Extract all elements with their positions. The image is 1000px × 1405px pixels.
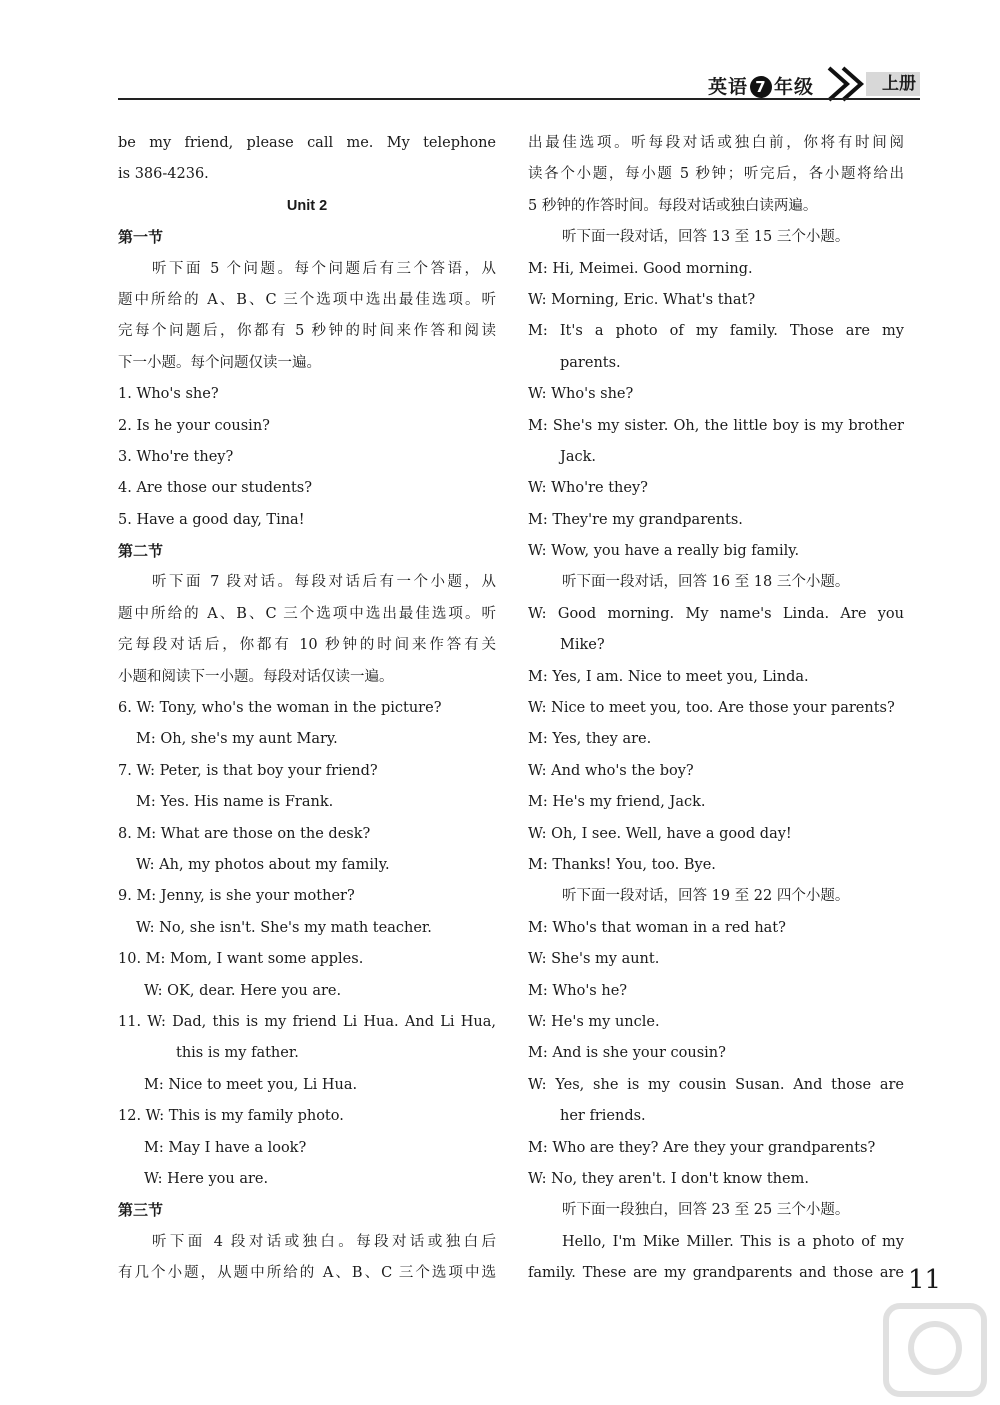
text-line: 小题和阅读下一小题。每段对话仅读一遍。 xyxy=(118,668,394,685)
text-line: 听下面 5 个问题。每个问题后有三个答语，从 xyxy=(152,260,496,277)
text-line: W: Ah, my photos about my family. xyxy=(136,856,390,873)
text-line: Unit 2 xyxy=(286,197,328,214)
text-line: 2. Is he your cousin? xyxy=(118,417,270,434)
text-line: family. These are my grandparents and those are xyxy=(528,1265,904,1282)
text-line: M: Yes, they are. xyxy=(528,731,652,748)
text-line: 9. M: Jenny, is she your mother? xyxy=(118,888,355,905)
text-line: W: No, they aren't. I don't know them. xyxy=(528,1170,809,1187)
text-line: W: Who're they? xyxy=(528,480,648,497)
text-line: 10. M: Mom, I want some apples. xyxy=(118,951,364,968)
text-line: M: She's my sister. Oh, the little boy is my brother xyxy=(528,417,904,434)
text-line: 有几个小题，从题中所给的 A、B、C 三个选项中选 xyxy=(118,1265,496,1282)
text-line: 题中所给的 A、B、C 三个选项中选出最佳选项。听 xyxy=(118,605,496,622)
text-line: W: Morning, Eric. What's that? xyxy=(528,291,756,308)
grade-number-badge: 7 xyxy=(750,76,772,98)
text-line: 4. Are those our students? xyxy=(118,480,313,497)
text-line: parents. xyxy=(560,354,621,371)
text-line: 5 秒钟的作答时间。每段对话或独白读两遍。 xyxy=(528,197,818,214)
text-line: W: Who's she? xyxy=(528,386,634,403)
text-line: W: And who's the boy? xyxy=(528,762,694,779)
text-line: 12. W: This is my family photo. xyxy=(118,1108,344,1125)
text-line: 听下面一段独白，回答 23 至 25 三个小题。 xyxy=(562,1202,850,1219)
text-line: M: Nice to meet you, Li Hua. xyxy=(144,1076,358,1093)
text-line: 听下面 4 段对话或独白。每段对话或独白后 xyxy=(152,1233,496,1250)
text-line: W: She's my aunt. xyxy=(528,951,660,968)
text-line: 第三节 xyxy=(118,1201,164,1220)
text-line: 6. W: Tony, who's the woman in the picture? xyxy=(118,700,442,717)
text-line: M: Hi, Meimei. Good morning. xyxy=(528,260,753,277)
volume-label: 上册 xyxy=(866,72,920,96)
text-line: Hello, I'm Mike Miller. This is a photo of my xyxy=(562,1233,904,1250)
text-line: W: No, she isn't. She's my math teacher. xyxy=(136,919,432,936)
text-line: M: They're my grandparents. xyxy=(528,511,743,528)
text-line: W: Yes, she is my cousin Susan. And those are xyxy=(528,1076,904,1093)
text-line: M: And is she your cousin? xyxy=(528,1045,726,1062)
text-line: 5. Have a good day, Tina! xyxy=(118,511,305,528)
text-line: 听下面一段对话，回答 16 至 18 三个小题。 xyxy=(562,574,850,591)
text-line: 3. Who're they? xyxy=(118,448,234,465)
text-line: M: It's a photo of my family. Those are my xyxy=(528,323,904,340)
text-line: W: OK, dear. Here you are. xyxy=(144,982,342,999)
text-line: W: Good morning. My name's Linda. Are you xyxy=(528,605,904,622)
text-line: M: May I have a look? xyxy=(144,1139,307,1156)
text-line: this is my father. xyxy=(176,1045,299,1062)
text-line: M: Oh, she's my aunt Mary. xyxy=(136,731,338,748)
text-line: 完每个问题后，你都有 5 秒钟的时间来作答和阅读 xyxy=(118,323,496,340)
text-line: M: Thanks! You, too. Bye. xyxy=(528,856,716,873)
page-header xyxy=(118,70,920,100)
text-line: M: Yes, I am. Nice to meet you, Linda. xyxy=(528,668,809,685)
grade-label: 年级 xyxy=(774,76,815,98)
text-line: is 386-4236. xyxy=(118,166,209,183)
text-line: 7. W: Peter, is that boy your friend? xyxy=(118,762,378,779)
text-line: 题中所给的 A、B、C 三个选项中选出最佳选项。听 xyxy=(118,291,496,308)
subject-label: 英语 xyxy=(708,76,749,98)
text-line: 下一小题。每个问题仅读一遍。 xyxy=(118,354,321,371)
text-line: 第二节 xyxy=(118,542,164,561)
text-line: 第一节 xyxy=(118,228,164,247)
text-line: W: Nice to meet you, too. Are those your parents? xyxy=(528,700,895,717)
text-line: M: Who are they? Are they your grandparents? xyxy=(528,1139,876,1156)
text-line: W: Oh, I see. Well, have a good day! xyxy=(528,825,792,842)
text-line: 1. Who's she? xyxy=(118,386,219,403)
text-line: Jack. xyxy=(560,448,596,465)
watermark-logo xyxy=(880,1300,990,1400)
left-column xyxy=(118,128,496,1289)
header-title xyxy=(708,72,814,99)
text-line: be my friend, please call me. My telephone xyxy=(118,135,496,151)
text-line: 8. M: What are those on the desk? xyxy=(118,825,371,842)
text-line: W: Here you are. xyxy=(144,1170,269,1187)
text-line: her friends. xyxy=(560,1108,646,1125)
text-line: 完每段对话后，你都有 10 秒钟的时间来作答有关 xyxy=(118,637,496,654)
right-column xyxy=(528,128,904,1289)
text-line: Mike? xyxy=(560,637,605,654)
text-line: 出最佳选项。听每段对话或独白前，你将有时间阅 xyxy=(528,135,904,151)
text-line: M: Yes. His name is Frank. xyxy=(136,794,334,811)
text-line: W: He's my uncle. xyxy=(528,1013,660,1030)
text-line: 听下面一段对话，回答 13 至 15 三个小题。 xyxy=(562,229,850,246)
text-line: 读各个小题，每小题 5 秒钟；听完后，各小题将给出 xyxy=(528,166,904,183)
text-line: 听下面 7 段对话。每段对话后有一个小题，从 xyxy=(152,574,496,591)
header-rule xyxy=(118,98,920,100)
page-number: 11 xyxy=(908,1265,942,1295)
text-line: W: Wow, you have a really big family. xyxy=(528,543,800,560)
text-line: M: Who's he? xyxy=(528,982,628,999)
text-line: M: Who's that woman in a red hat? xyxy=(528,919,786,936)
text-line: 11. W: Dad, this is my friend Li Hua. And Li Hua, xyxy=(118,1013,496,1030)
text-line: M: He's my friend, Jack. xyxy=(528,794,706,811)
text-line: 听下面一段对话，回答 19 至 22 四个小题。 xyxy=(562,888,850,905)
